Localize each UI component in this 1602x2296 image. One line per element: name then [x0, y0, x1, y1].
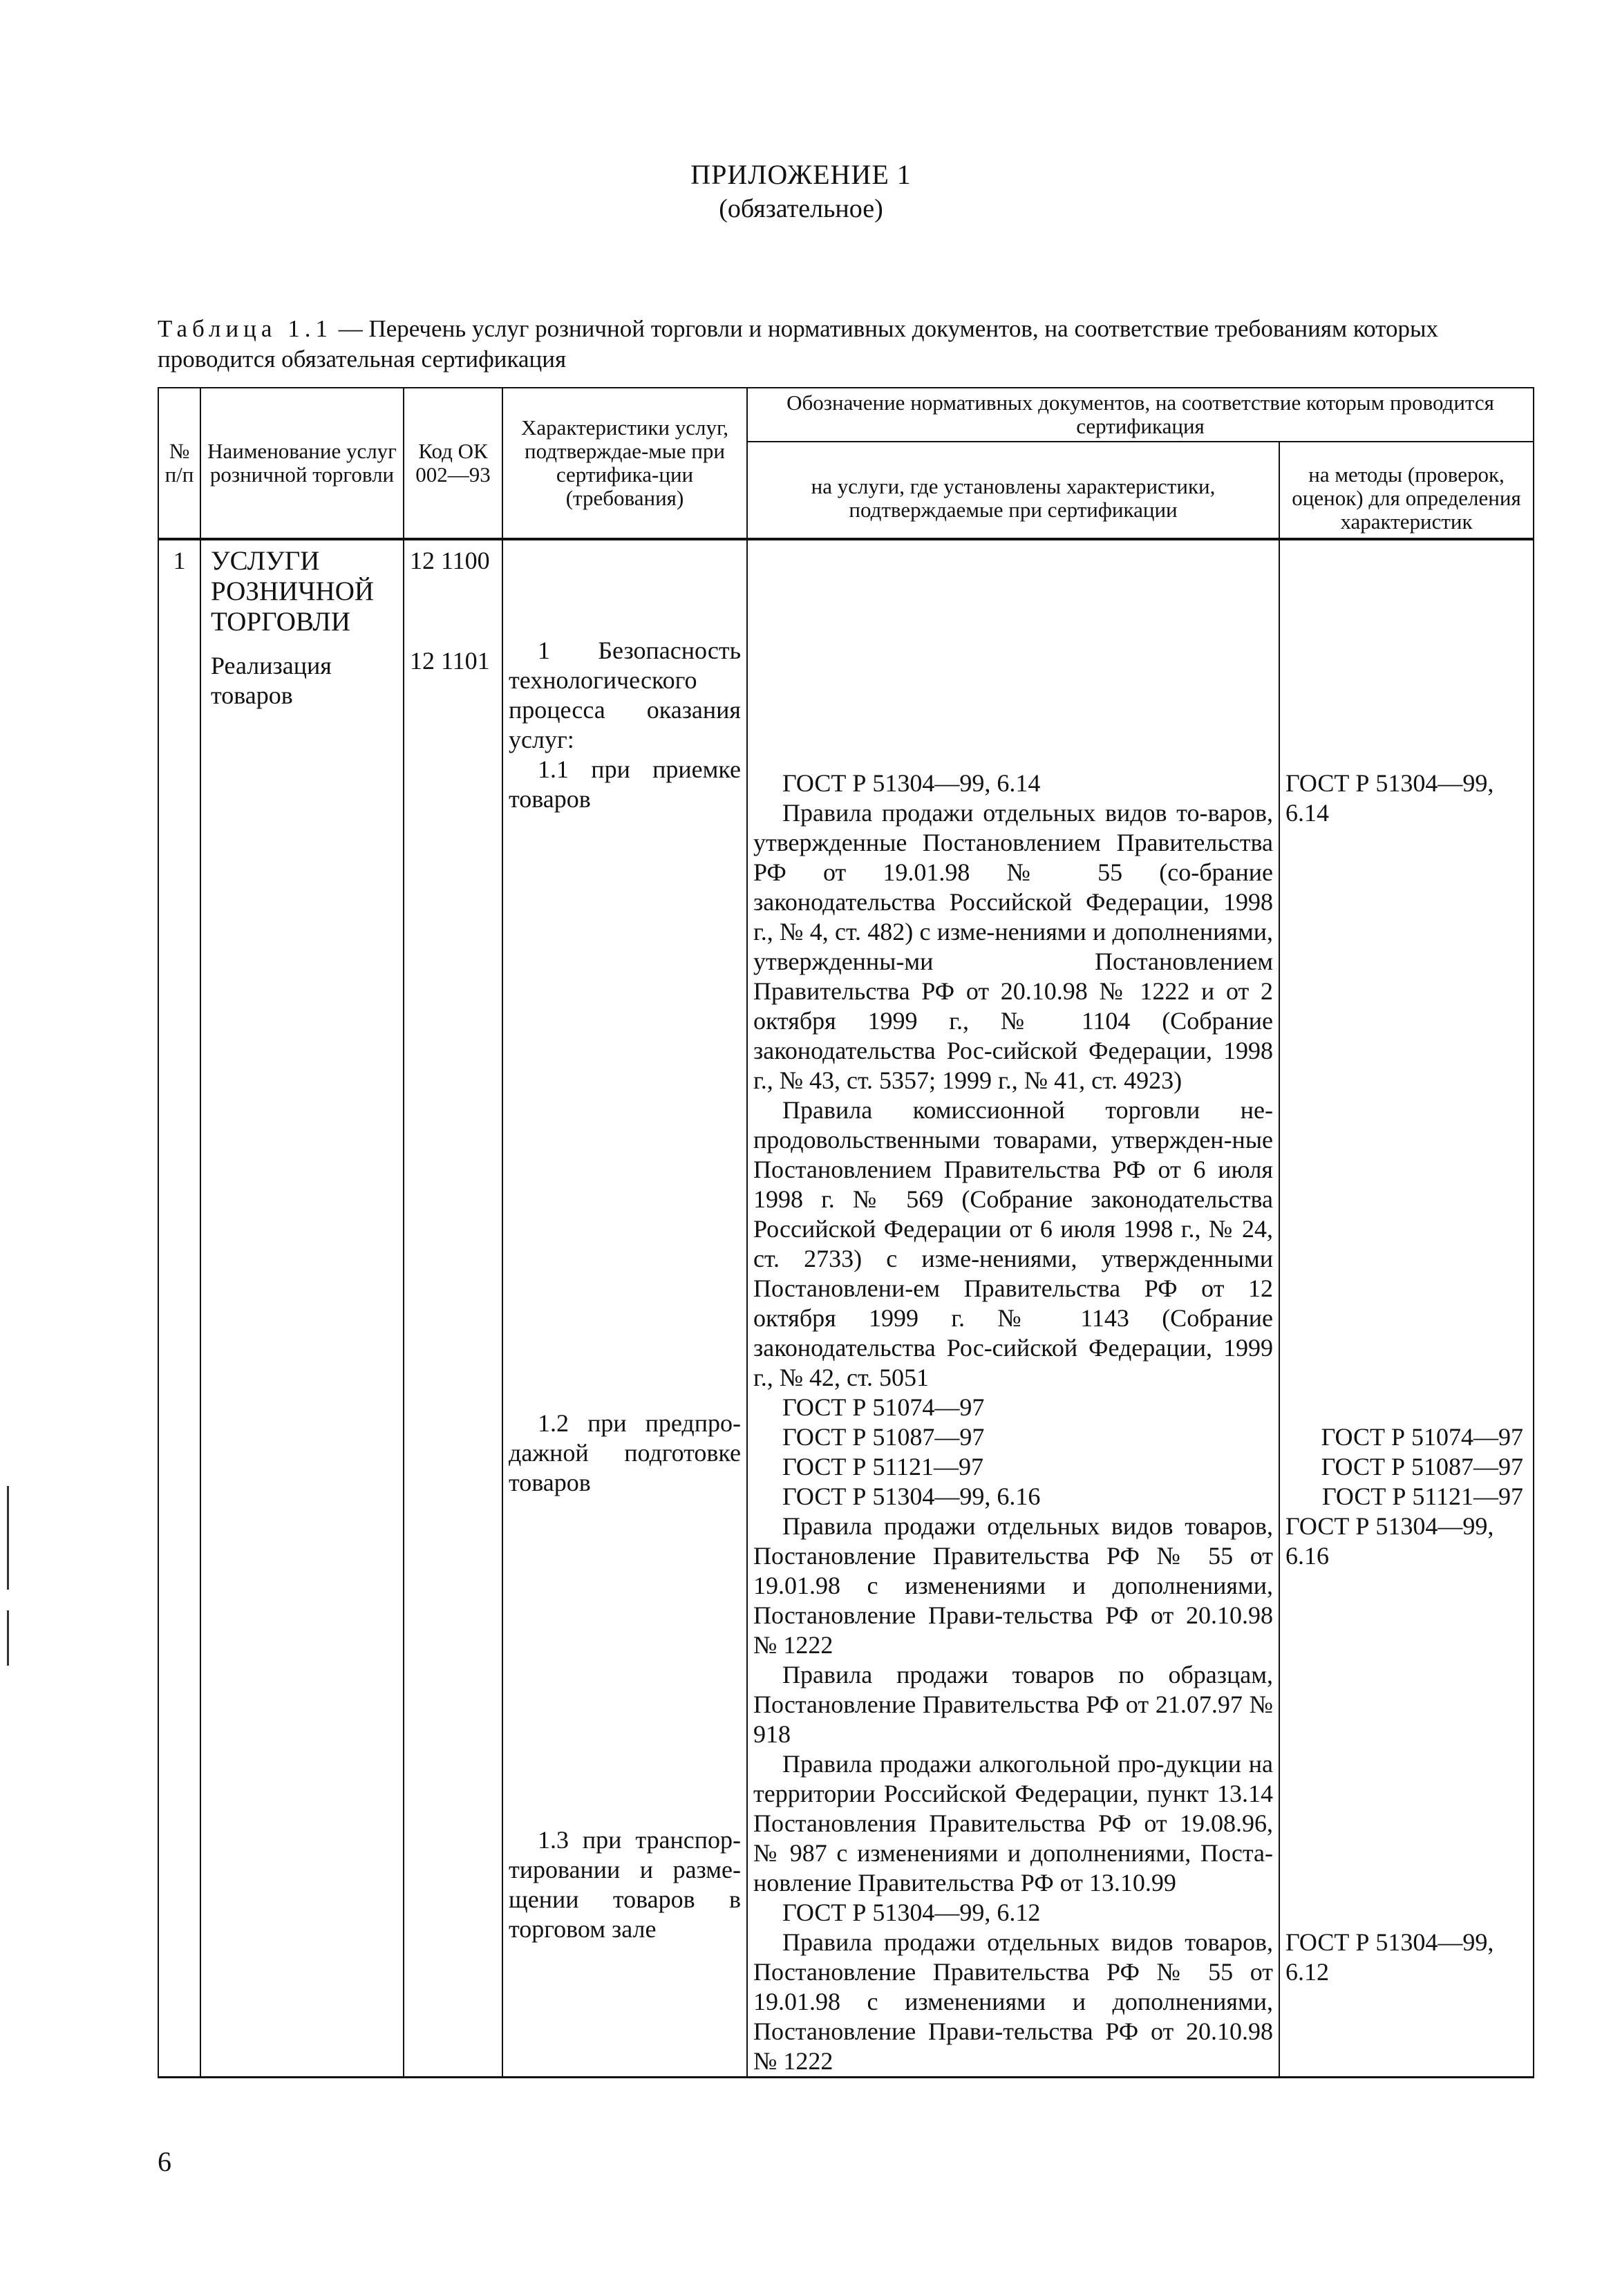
header-characteristics: Характеристики услуг, подтверждае-мые при сертифика-ции (требования) [502, 388, 747, 539]
scan-artifact-mark [7, 1610, 9, 1666]
doc-1-1-rules-commission: Правила комиссионной торговли не-продовольственными товарами, утвержден-ные Постановлением Правительства РФ от 6 июля 1998 г. № 569 (Собрание законодательства Российской Федерации от 6 июля 1998 г., № 24, ст. 2733) с изме-нениями, утвержденными Постановлени-ем Правительства РФ от 12 октября 1999 г. № 1143 (Собрание законодательства Рос-сийской Федерации, 1999 г., № 42, ст. 5051 [753, 1096, 1273, 1391]
row-number: 1 [173, 547, 186, 574]
cell-service [200, 539, 404, 2078]
appendix-subtitle: (обязательное) [719, 194, 883, 223]
characteristic-1-2: 1.2 при предпро-дажной подготовке товаров [509, 1409, 741, 1496]
cell-docs-methods [1279, 539, 1534, 2078]
code-item: 12 1101 [410, 647, 490, 675]
method-1-2-gost: ГОСТ Р 51304—99, 6.16 [1285, 1512, 1494, 1570]
characteristic-safety: 1 Безопасность технологического процесса оказания услуг: [509, 637, 741, 753]
appendix-header [0, 158, 1602, 225]
method-1-1-gost: ГОСТ Р 51304—99, 6.14 [1285, 769, 1494, 827]
method-1-3-gost: ГОСТ Р 51304—99, 6.12 [1285, 1928, 1494, 1986]
certification-table [158, 387, 1534, 2078]
header-docs-methods: на методы (проверок, оценок) для определения характеристик [1279, 442, 1534, 539]
header-normative-documents: Обозначение нормативных документов, на соответствие которым проводится сертификация [747, 388, 1534, 442]
method-gost-51074: ГОСТ Р 51074—97 [1321, 1423, 1524, 1451]
code-group: 12 1100 [410, 547, 490, 574]
doc-1-2-rules-samples: Правила продажи товаров по образцам, Постановление Правительства РФ от 21.07.97 № 918 [753, 1661, 1273, 1748]
table-caption-label: Таблица 1.1 [158, 315, 332, 342]
header-code: Код ОК 002—93 [404, 388, 502, 539]
header-num: № п/п [158, 388, 200, 539]
method-gost-51087: ГОСТ Р 51087—97 [1321, 1453, 1524, 1480]
doc-1-3-rules-sale: Правила продажи отдельных видов товаров, Постановление Правительства РФ № 55 от 19.01.98 с изменениями и дополнениями, Постановление Прави-тельства РФ от 20.10.98 № 1222 [753, 1928, 1273, 2075]
appendix-title: ПРИЛОЖЕНИЕ 1 [690, 159, 912, 190]
header-docs-services: на услуги, где установлены характеристики, подтверждаемые при сертификации [747, 442, 1279, 539]
table-header [158, 388, 1534, 539]
cell-num [158, 539, 200, 2078]
doc-1-2-rules-alcohol: Правила продажи алкогольной про-дукции на территории Российской Федерации, пункт 13.14 Постановления Правительства РФ от 19.08.96, № 987 с изменениями и дополнениями, Поста-новление Правительства РФ от 13.10.99 [753, 1750, 1273, 1897]
doc-1-2-rules-sale: Правила продажи отдельных видов товаров, Постановление Правительства РФ № 55 от 19.01.98 с изменениями и дополнениями, Постановление Прави-тельства РФ от 20.10.98 № 1222 [753, 1512, 1273, 1659]
scan-artifact-mark [7, 1486, 9, 1590]
cell-characteristics [502, 539, 747, 2078]
table-caption-text: — Перечень услуг розничной торговли и нормативных документов, на соответствие требованиям которых проводится обязательная сертификация [158, 315, 1439, 373]
service-group-name: УСЛУГИ РОЗНИЧНОЙ ТОРГОВЛИ [211, 546, 375, 637]
cell-docs-services [747, 539, 1279, 2078]
table-caption [158, 314, 1533, 375]
service-item-name: Реализация товаров [211, 652, 332, 709]
doc-1-3-gost: ГОСТ Р 51304—99, 6.12 [782, 1899, 1041, 1926]
doc-gost-51087: ГОСТ Р 51087—97 [782, 1423, 985, 1451]
header-service-name: Наименование услуг розничной торговли [200, 388, 404, 539]
cell-code [404, 539, 502, 2078]
characteristic-1-3: 1.3 при транспор-тировании и разме-щении товаров в торговом зале [509, 1826, 741, 1943]
doc-1-1-gost: ГОСТ Р 51304—99, 6.14 [782, 769, 1041, 797]
table-row [158, 539, 1534, 2078]
doc-1-2-gost: ГОСТ Р 51304—99, 6.16 [782, 1483, 1041, 1510]
doc-1-1-rules-sale: Правила продажи отдельных видов то-варов, утвержденные Постановлением Правительства РФ от 19.01.98 № 55 (со-брание законодательства Российской Федерации, 1998 г., № 4, ст. 482) с изме-нениями и дополнениями, утвержденны-ми Постановлением Правительства РФ от 20.10.98 № 1222 и от 2 октября 1999 г., № 1104 (Собрание законодательства Рос-сийской Федерации, 1998 г., № 43, ст. 5357; 1999 г., № 41, ст. 4923) [753, 799, 1273, 1094]
method-gost-51121: ГОСТ Р 51121—97 [1321, 1483, 1524, 1510]
doc-gost-51121: ГОСТ Р 51121—97 [782, 1453, 984, 1480]
characteristic-1-1: 1.1 при приемке товаров [509, 755, 741, 813]
doc-gost-51074: ГОСТ Р 51074—97 [782, 1393, 985, 1421]
page-number: 6 [158, 2146, 171, 2177]
